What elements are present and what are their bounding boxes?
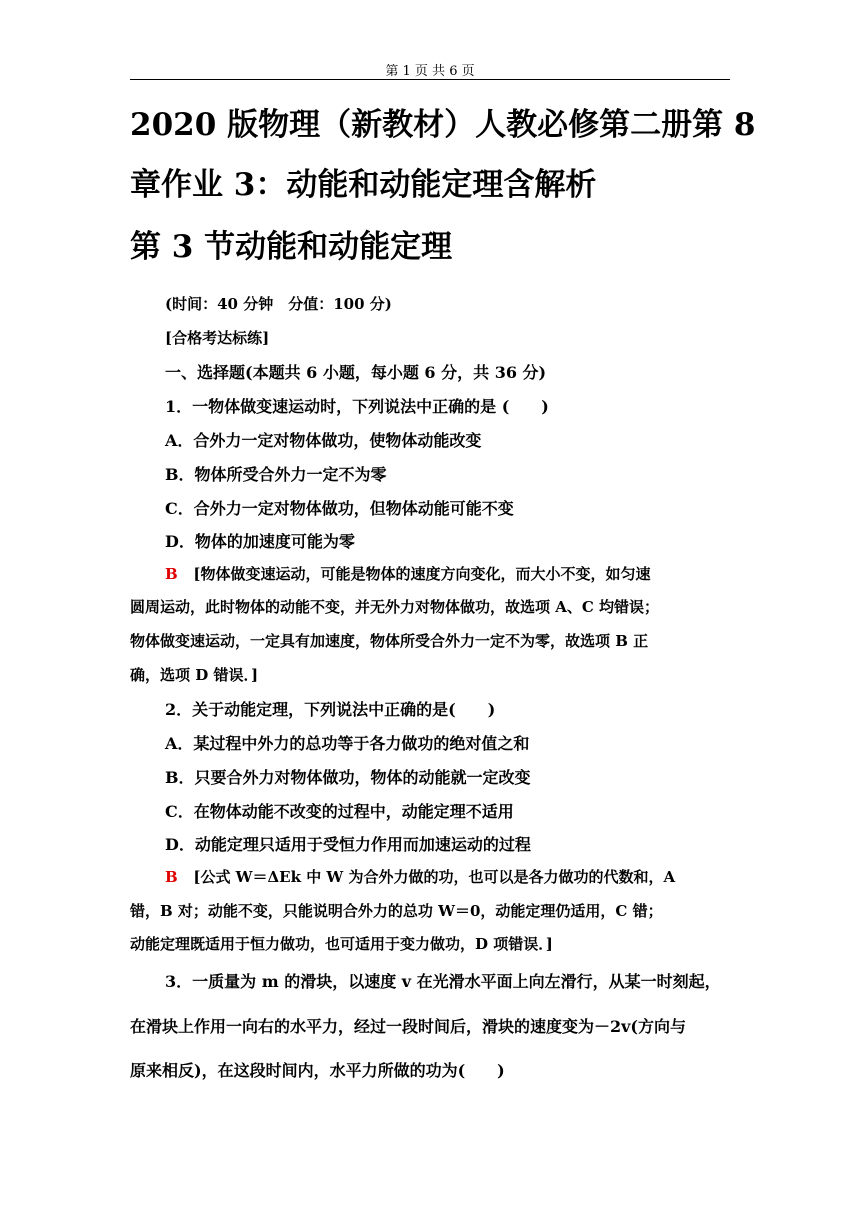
q2-option-c: C．在物体动能不改变的过程中，动能定理不适用 [165, 802, 514, 821]
q3-line-1: 3．一质量为 m 的滑块，以速度 v 在光滑水平面上向左滑行，从某一时刻起， [165, 972, 721, 991]
q2-explanation-line-1: B [公式 W＝ΔEk 中 W 为合外力做的功，也可以是各力做功的代数和，A [165, 868, 676, 886]
q2-option-b: B．只要合外力对物体做功，物体的动能就一定改变 [165, 768, 531, 787]
q1-explanation-line-4: 确，选项 D 错误．] [130, 666, 259, 684]
q2-option-a: A．某过程中外力的总功等于各力做功的绝对值之和 [165, 734, 530, 753]
q2-stem: 2．关于动能定理，下列说法中正确的是( ) [165, 700, 496, 719]
q2-explanation-line-2: 错，B 对；动能不变，只能说明合外力的总功 W＝0，动能定理仍适用，C 错； [130, 902, 663, 920]
practice-section-label: [合格考达标练] [165, 329, 270, 347]
q1-answer: B [165, 565, 178, 583]
q1-explanation-line-3: 物体做变速运动，一定具有加速度，物体所受合外力一定不为零，故选项 B 正 [130, 632, 649, 650]
q1-explanation-line-1: B [物体做变速运动，可能是物体的速度方向变化，而大小不变，如匀速 [165, 565, 651, 583]
section-title: 第 3 节动能和动能定理 [130, 229, 453, 265]
q2-option-d: D．动能定理只适用于受恒力作用而加速运动的过程 [165, 835, 531, 854]
time-score-meta: (时间：40 分钟 分值：100 分) [165, 295, 392, 313]
q2-explanation-line-3: 动能定理既适用于恒力做功，也可适用于变力做功，D 项错误．] [130, 935, 553, 953]
q1-stem: 1．一物体做变速运动时，下列说法中正确的是 ( ) [165, 397, 549, 416]
q2-answer: B [165, 868, 178, 886]
q1-option-a: A．合外力一定对物体做功，使物体动能改变 [165, 431, 482, 450]
page-header: 第 1 页 共 6 页 [385, 64, 475, 79]
header-rule [130, 79, 730, 80]
document-title-line-1: 2020 版物理（新教材）人教必修第二册第 8 [130, 107, 756, 143]
q1-option-d: D．物体的加速度可能为零 [165, 532, 355, 551]
document-title-line-2: 章作业 3：动能和动能定理含解析 [130, 167, 597, 203]
part-heading: 一、选择题(本题共 6 小题，每小题 6 分，共 36 分) [165, 363, 547, 382]
q1-option-b: B．物体所受合外力一定不为零 [165, 465, 387, 484]
q1-explanation-line-2: 圆周运动，此时物体的动能不变，并无外力对物体做功，故选项 A、C 均错误； [130, 598, 660, 616]
q3-line-2: 在滑块上作用一向右的水平力，经过一段时间后，滑块的速度变为－2v(方向与 [130, 1017, 687, 1036]
q3-line-3: 原来相反)，在这段时间内，水平力所做的功为( ) [130, 1061, 505, 1080]
q1-option-c: C．合外力一定对物体做功，但物体动能可能不变 [165, 499, 514, 518]
